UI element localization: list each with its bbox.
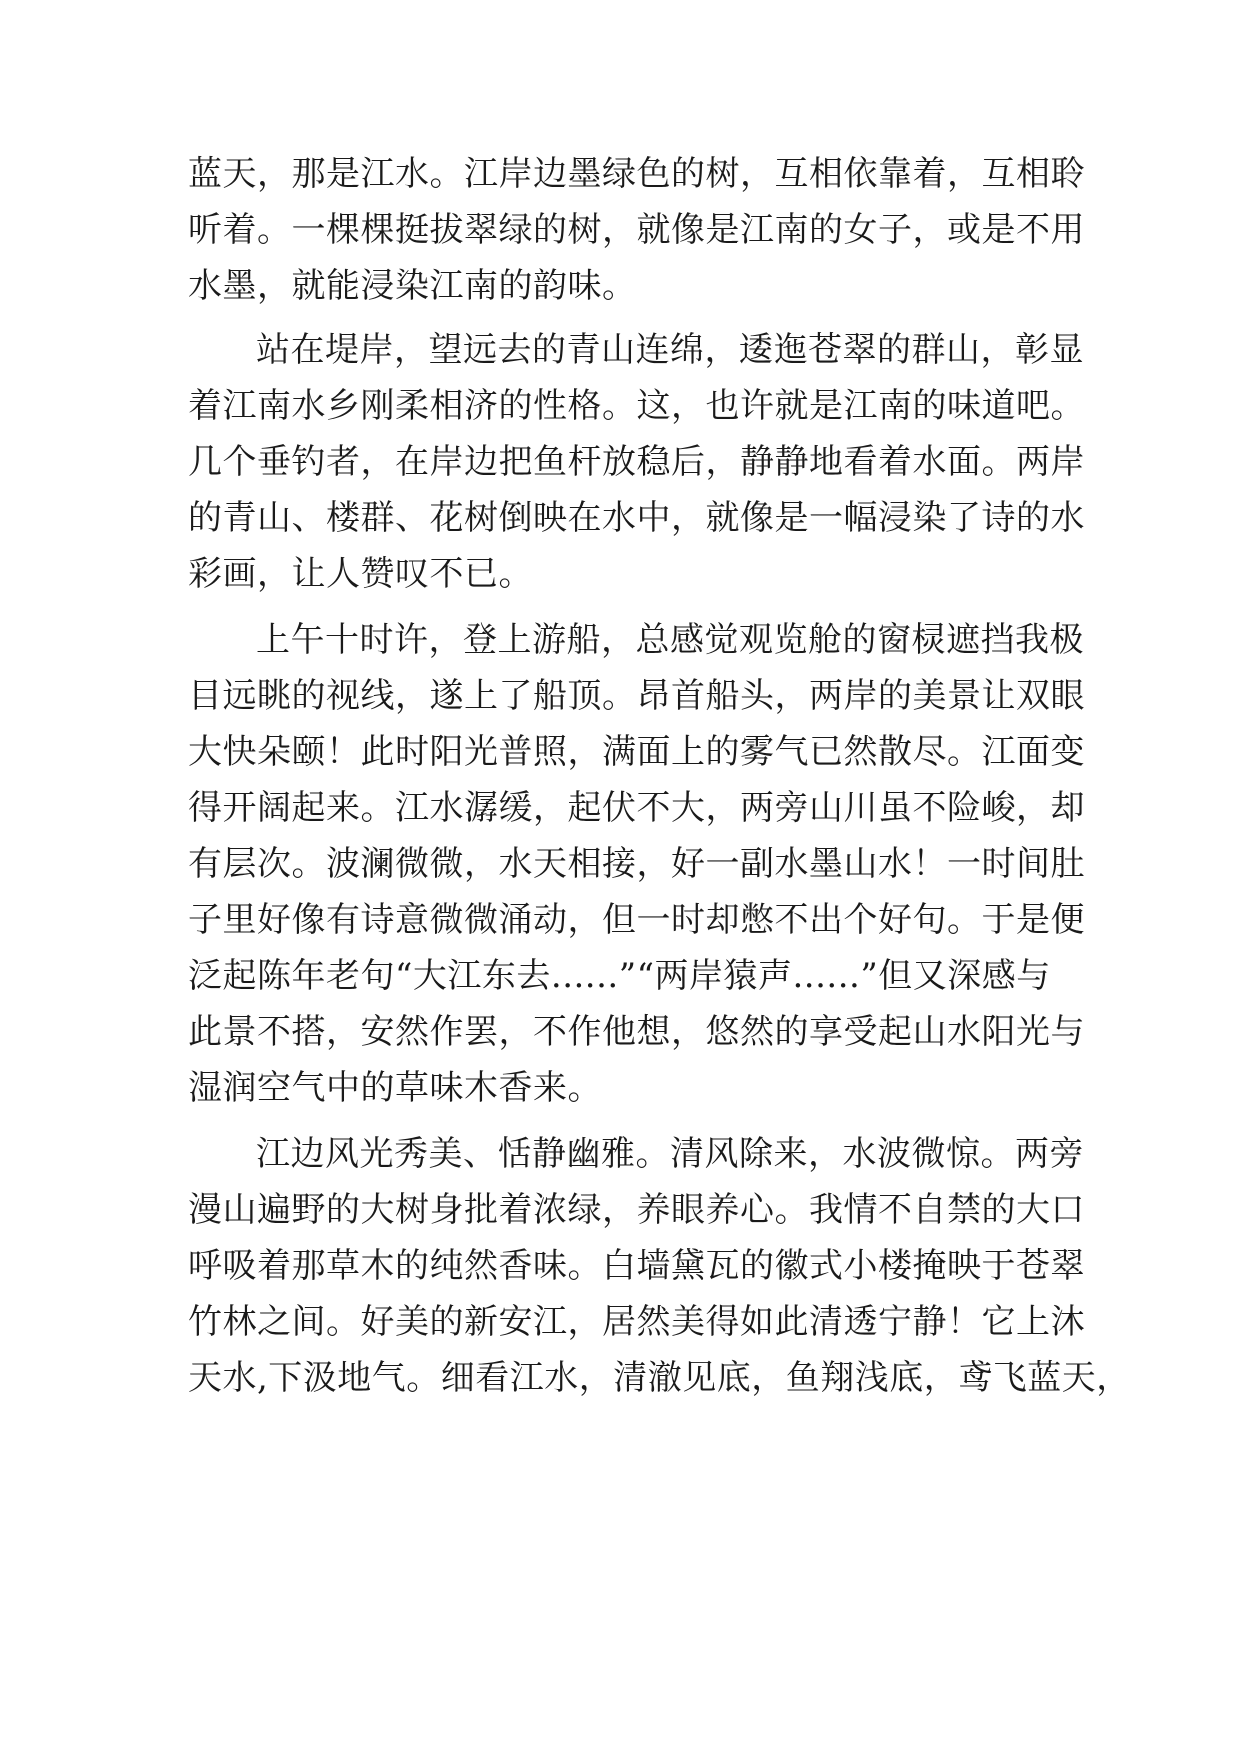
text-line: 几个垂钓者，在岸边把鱼杆放稳后，静静地看着水面。两岸 bbox=[188, 442, 1085, 482]
text-line: 得开阔起来。江水潺缓，起伏不大，两旁山川虽不险峻，却 bbox=[188, 788, 1085, 828]
paragraph-start-line: 上午十时许，登上游船，总感觉观览舱的窗棂遮挡我极 bbox=[256, 620, 1084, 660]
text-line: 水墨，就能浸染江南的韵味。 bbox=[188, 266, 637, 306]
text-line: 此景不搭，安然作罢，不作他想，悠然的享受起山水阳光与 bbox=[188, 1012, 1085, 1052]
paragraph-start-line: 站在堤岸，望远去的青山连绵，逶迤苍翠的群山，彰显 bbox=[256, 330, 1084, 370]
text-line: 着江南水乡刚柔相济的性格。这，也许就是江南的味道吧。 bbox=[188, 386, 1085, 426]
text-line: 目远眺的视线，遂上了船顶。昂首船头，两岸的美景让双眼 bbox=[188, 676, 1085, 716]
text-line: 天水,下汲地气。细看江水，清澈见底，鱼翔浅底，鸢飞蓝天， bbox=[188, 1358, 1131, 1398]
text-line: 呼吸着那草木的纯然香味。白墙黛瓦的徽式小楼掩映于苍翠 bbox=[188, 1246, 1085, 1286]
text-line: 子里好像有诗意微微涌动，但一时却憋不出个好句。于是便 bbox=[188, 900, 1085, 940]
text-line: 漫山遍野的大树身批着浓绿，养眼养心。我情不自禁的大口 bbox=[188, 1190, 1085, 1230]
text-line: 泛起陈年老句“大江东去......”“两岸猿声......”但又深感与 bbox=[188, 956, 1051, 996]
text-line: 有层次。波澜微微，水天相接，好一副水墨山水！一时间肚 bbox=[188, 844, 1085, 884]
paragraph-start-line: 江边风光秀美、恬静幽雅。清风除来，水波微惊。两旁 bbox=[256, 1134, 1084, 1174]
text-line: 的青山、楼群、花树倒映在水中，就像是一幅浸染了诗的水 bbox=[188, 498, 1085, 538]
text-line: 竹林之间。好美的新安江，居然美得如此清透宁静！它上沐 bbox=[188, 1302, 1085, 1342]
text-line: 大快朵颐！此时阳光普照，满面上的雾气已然散尽。江面变 bbox=[188, 732, 1085, 772]
text-line: 彩画，让人赞叹不已。 bbox=[188, 554, 533, 594]
text-line: 听着。一棵棵挺拔翠绿的树，就像是江南的女子，或是不用 bbox=[188, 210, 1085, 250]
text-line: 湿润空气中的草味木香来。 bbox=[188, 1068, 602, 1108]
text-line: 蓝天，那是江水。江岸边墨绿色的树，互相依靠着，互相聆 bbox=[188, 154, 1085, 194]
